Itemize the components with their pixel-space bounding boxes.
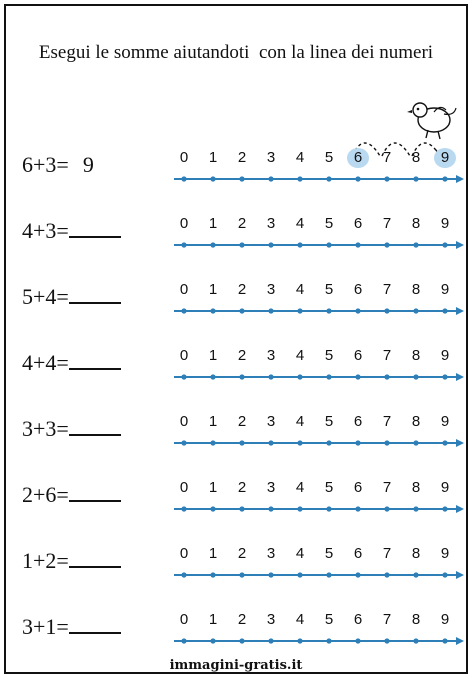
tick-dot <box>413 506 418 511</box>
number-line <box>174 412 464 452</box>
tick-dot <box>239 638 244 643</box>
number-label: 9 <box>440 215 450 232</box>
number-label: 2 <box>237 347 247 364</box>
answer-blank[interactable] <box>69 482 121 502</box>
tick-dot <box>210 242 215 247</box>
exercise-row <box>6 215 466 268</box>
number-label: 6 <box>353 545 363 562</box>
tick-dot <box>355 440 360 445</box>
number-label: 1 <box>208 611 218 628</box>
number-label: 3 <box>266 149 276 166</box>
number-label: 8 <box>411 215 421 232</box>
tick-dot <box>210 374 215 379</box>
number-line-axis <box>174 240 464 250</box>
number-label: 0 <box>179 545 189 562</box>
number-label: 5 <box>324 347 334 364</box>
number-label: 7 <box>382 149 392 166</box>
number-label: 5 <box>324 215 334 232</box>
tick-dot <box>326 506 331 511</box>
expression-text: 1+2= <box>22 548 69 573</box>
tick-dot <box>413 308 418 313</box>
exercise-row <box>6 479 466 532</box>
number-label: 6 <box>353 479 363 496</box>
tick-dot <box>384 308 389 313</box>
exercise-expression <box>22 284 121 310</box>
number-label: 8 <box>411 479 421 496</box>
expression-text: 4+3= <box>22 218 69 243</box>
tick-dot <box>210 308 215 313</box>
tick-dot <box>268 572 273 577</box>
tick-dot <box>442 440 447 445</box>
number-label: 6 <box>353 413 363 430</box>
number-label: 5 <box>324 149 334 166</box>
tick-dot <box>355 572 360 577</box>
exercise-expression <box>22 416 121 442</box>
exercise-row <box>6 611 466 664</box>
tick-dot <box>239 176 244 181</box>
tick-dot <box>384 374 389 379</box>
answer-value: 9 <box>82 152 94 177</box>
tick-dot <box>442 176 447 181</box>
number-label: 3 <box>266 215 276 232</box>
tick-dot <box>181 440 186 445</box>
tick-dot <box>210 506 215 511</box>
exercise-row <box>6 545 466 598</box>
tick-dot <box>239 242 244 247</box>
number-line-axis <box>174 174 464 184</box>
tick-dot <box>297 308 302 313</box>
number-line-axis <box>174 570 464 580</box>
number-label: 3 <box>266 479 276 496</box>
tick-dot <box>326 176 331 181</box>
number-label: 1 <box>208 479 218 496</box>
number-line <box>174 544 464 584</box>
tick-dot <box>297 374 302 379</box>
arrow-head-icon <box>456 307 464 315</box>
number-label: 3 <box>266 281 276 298</box>
exercise-expression <box>22 548 121 574</box>
number-label: 9 <box>440 281 450 298</box>
number-label: 4 <box>295 347 305 364</box>
number-label: 5 <box>324 611 334 628</box>
number-line <box>174 280 464 320</box>
tick-dot <box>442 638 447 643</box>
number-line <box>174 478 464 518</box>
number-label: 8 <box>411 413 421 430</box>
number-label: 8 <box>411 545 421 562</box>
number-label: 0 <box>179 149 189 166</box>
tick-dot <box>355 176 360 181</box>
tick-dot <box>355 374 360 379</box>
tick-dot <box>326 572 331 577</box>
tick-dot <box>413 440 418 445</box>
number-label: 0 <box>179 611 189 628</box>
tick-dot <box>239 440 244 445</box>
number-line-axis <box>174 636 464 646</box>
exercise-row <box>6 347 466 400</box>
number-line <box>174 214 464 254</box>
tick-dot <box>413 176 418 181</box>
tick-dot <box>268 440 273 445</box>
expression-text: 3+3= <box>22 416 69 441</box>
tick-dot <box>181 374 186 379</box>
arrow-head-icon <box>456 439 464 447</box>
tick-dot <box>239 506 244 511</box>
tick-dot <box>181 242 186 247</box>
number-label: 4 <box>295 215 305 232</box>
tick-dot <box>210 572 215 577</box>
tick-dot <box>210 440 215 445</box>
tick-dot <box>268 308 273 313</box>
arrow-head-icon <box>456 637 464 645</box>
arrow-head-icon <box>456 571 464 579</box>
tick-dot <box>181 506 186 511</box>
tick-dot <box>210 638 215 643</box>
tick-dot <box>442 374 447 379</box>
number-label: 0 <box>179 281 189 298</box>
number-label: 2 <box>237 413 247 430</box>
tick-dot <box>442 308 447 313</box>
worksheet <box>4 4 468 674</box>
exercise-row <box>6 413 466 466</box>
number-label: 3 <box>266 413 276 430</box>
answer-blank[interactable] <box>69 218 121 238</box>
number-line-axis <box>174 504 464 514</box>
tick-dot <box>413 572 418 577</box>
number-label: 8 <box>411 611 421 628</box>
exercise-expression <box>22 152 94 178</box>
number-label: 9 <box>434 148 456 168</box>
tick-dot <box>181 572 186 577</box>
number-label: 4 <box>295 281 305 298</box>
number-label: 5 <box>324 413 334 430</box>
tick-dot <box>384 440 389 445</box>
expression-text: 2+6= <box>22 482 69 507</box>
number-label: 6 <box>347 148 369 168</box>
tick-dot <box>268 506 273 511</box>
tick-dot <box>239 374 244 379</box>
number-label: 4 <box>295 611 305 628</box>
exercise-expression <box>22 614 121 640</box>
arrow-head-icon <box>456 175 464 183</box>
tick-dot <box>355 506 360 511</box>
tick-dot <box>326 242 331 247</box>
tick-dot <box>384 638 389 643</box>
tick-dot <box>355 638 360 643</box>
tick-dot <box>384 506 389 511</box>
tick-dot <box>268 242 273 247</box>
expression-text: 3+1= <box>22 614 69 639</box>
number-label: 4 <box>295 149 305 166</box>
number-label: 3 <box>266 545 276 562</box>
answer-blank[interactable] <box>69 614 121 634</box>
number-label: 1 <box>208 413 218 430</box>
number-line <box>174 148 464 188</box>
exercise-row <box>6 281 466 334</box>
number-label: 9 <box>440 347 450 364</box>
tick-dot <box>181 638 186 643</box>
tick-dot <box>413 374 418 379</box>
number-label: 8 <box>411 347 421 364</box>
tick-dot <box>210 176 215 181</box>
exercise-expression <box>22 218 121 244</box>
number-label: 5 <box>324 479 334 496</box>
tick-dot <box>181 308 186 313</box>
number-label: 7 <box>382 545 392 562</box>
tick-dot <box>442 242 447 247</box>
tick-dot <box>268 176 273 181</box>
number-label: 1 <box>208 545 218 562</box>
number-label: 2 <box>237 611 247 628</box>
number-label: 0 <box>179 347 189 364</box>
answer-blank[interactable] <box>69 548 121 568</box>
number-label: 1 <box>208 347 218 364</box>
number-label: 1 <box>208 149 218 166</box>
tick-dot <box>239 308 244 313</box>
number-line-axis <box>174 306 464 316</box>
number-line-axis <box>174 372 464 382</box>
number-label: 5 <box>324 281 334 298</box>
arrow-head-icon <box>456 373 464 381</box>
tick-dot <box>297 440 302 445</box>
expression-text: 5+4= <box>22 284 69 309</box>
tick-dot <box>384 176 389 181</box>
number-label: 2 <box>237 545 247 562</box>
number-label: 0 <box>179 413 189 430</box>
tick-dot <box>297 506 302 511</box>
number-label: 6 <box>353 215 363 232</box>
number-label: 2 <box>237 281 247 298</box>
tick-dot <box>326 638 331 643</box>
number-label: 4 <box>295 545 305 562</box>
number-label: 4 <box>295 479 305 496</box>
number-label: 9 <box>440 611 450 628</box>
number-label: 2 <box>237 479 247 496</box>
number-label: 6 <box>353 611 363 628</box>
tick-dot <box>384 242 389 247</box>
worksheet-title: Esegui le somme aiutandoti con la linea dei numeri <box>38 42 434 63</box>
tick-dot <box>181 176 186 181</box>
answer-blank[interactable] <box>69 284 121 304</box>
number-label: 6 <box>353 347 363 364</box>
number-label: 2 <box>237 149 247 166</box>
site-watermark: immagini-gratis.it <box>169 658 303 673</box>
answer-blank[interactable] <box>69 416 121 436</box>
tick-dot <box>413 638 418 643</box>
number-label: 9 <box>440 479 450 496</box>
number-label: 0 <box>179 479 189 496</box>
number-label: 2 <box>237 215 247 232</box>
number-label: 5 <box>324 545 334 562</box>
tick-dot <box>297 176 302 181</box>
number-label: 1 <box>208 281 218 298</box>
exercise-row <box>6 149 466 202</box>
exercise-expression <box>22 482 121 508</box>
tick-dot <box>297 638 302 643</box>
number-label: 7 <box>382 611 392 628</box>
tick-dot <box>413 242 418 247</box>
tick-dot <box>239 572 244 577</box>
number-label: 8 <box>411 149 421 166</box>
tick-dot <box>442 572 447 577</box>
number-label: 7 <box>382 215 392 232</box>
tick-dot <box>297 242 302 247</box>
number-label: 4 <box>295 413 305 430</box>
number-label: 9 <box>440 413 450 430</box>
arrow-head-icon <box>456 505 464 513</box>
number-label: 7 <box>382 413 392 430</box>
number-label: 7 <box>382 479 392 496</box>
number-label: 8 <box>411 281 421 298</box>
tick-dot <box>355 242 360 247</box>
number-label: 7 <box>382 347 392 364</box>
number-label: 1 <box>208 215 218 232</box>
tick-dot <box>384 572 389 577</box>
number-label: 0 <box>179 215 189 232</box>
number-line <box>174 610 464 650</box>
tick-dot <box>326 308 331 313</box>
tick-dot <box>268 374 273 379</box>
tick-dot <box>326 440 331 445</box>
number-label: 9 <box>440 545 450 562</box>
arrow-head-icon <box>456 241 464 249</box>
number-label: 3 <box>266 611 276 628</box>
number-line <box>174 346 464 386</box>
tick-dot <box>268 638 273 643</box>
tick-dot <box>326 374 331 379</box>
number-label: 6 <box>353 281 363 298</box>
number-label: 7 <box>382 281 392 298</box>
exercise-expression <box>22 350 121 376</box>
number-line-axis <box>174 438 464 448</box>
tick-dot <box>297 572 302 577</box>
expression-text: 6+3= <box>22 152 69 177</box>
tick-dot <box>355 308 360 313</box>
expression-text: 4+4= <box>22 350 69 375</box>
tick-dot <box>442 506 447 511</box>
answer-blank[interactable] <box>69 350 121 370</box>
number-label: 3 <box>266 347 276 364</box>
